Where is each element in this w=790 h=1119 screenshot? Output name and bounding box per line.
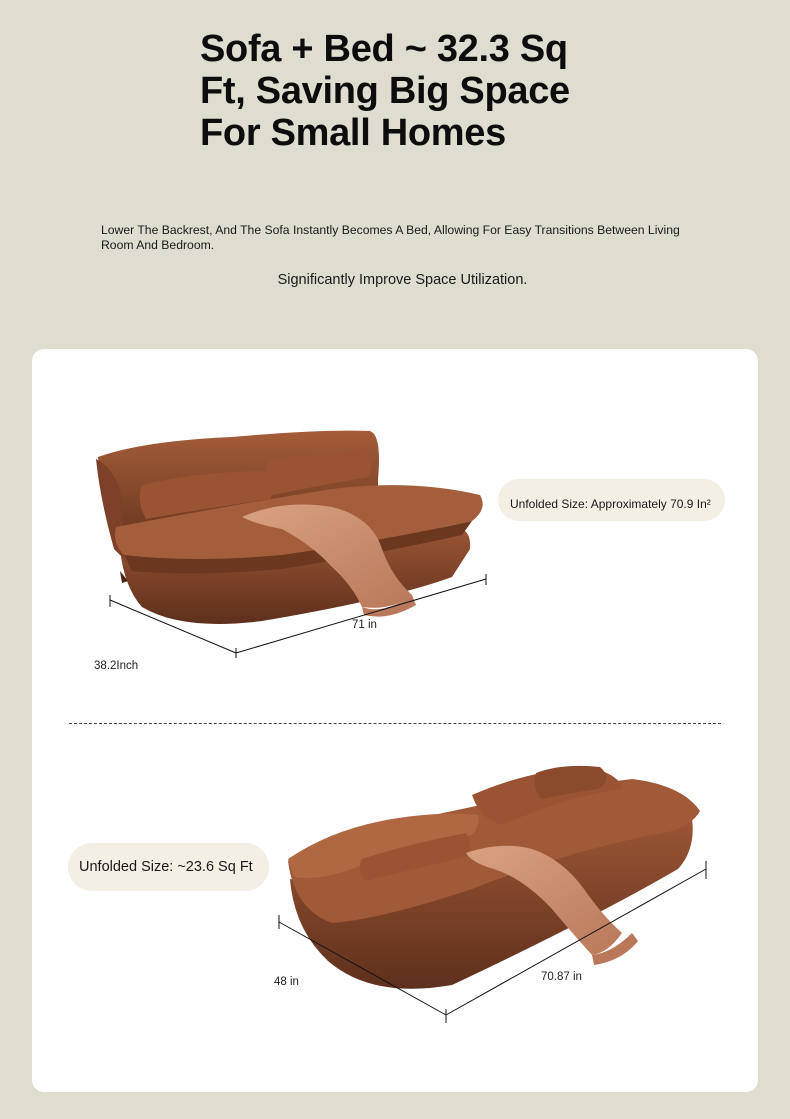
bed-size-badge <box>68 843 269 891</box>
sofa-size-label: Unfolded Size: Approximately 70.9 In² <box>510 497 711 511</box>
bed-size-label: Unfolded Size: ~23.6 Sq Ft <box>79 859 253 875</box>
sofa-bed-image <box>279 766 706 1023</box>
description-text: Lower The Backrest, And The Sofa Instantly Becomes A Bed, Allowing For Easy Transitions Between Living Room And Bedroom. <box>101 223 680 252</box>
page-title <box>200 28 620 154</box>
sofa-size-badge <box>498 479 725 521</box>
bed-depth-label: 48 in <box>274 976 299 988</box>
section-divider <box>69 723 721 724</box>
bed-width-label: 70.87 in <box>541 971 582 983</box>
title-line-3: For Small Homes <box>200 112 506 154</box>
sofa-upright-image <box>96 431 486 658</box>
sofa-depth-label: 38.2Inch <box>94 660 139 672</box>
subtitle-text: Significantly Improve Space Utilization. <box>277 272 528 288</box>
title-line-1: Sofa + Bed ~ 32.3 Sq <box>200 28 568 70</box>
sofa-illustrations <box>32 349 758 1092</box>
title-line-2: Ft, Saving Big Space <box>200 70 570 112</box>
product-card <box>32 349 758 1092</box>
sofa-width-label: 71 in <box>352 619 377 631</box>
